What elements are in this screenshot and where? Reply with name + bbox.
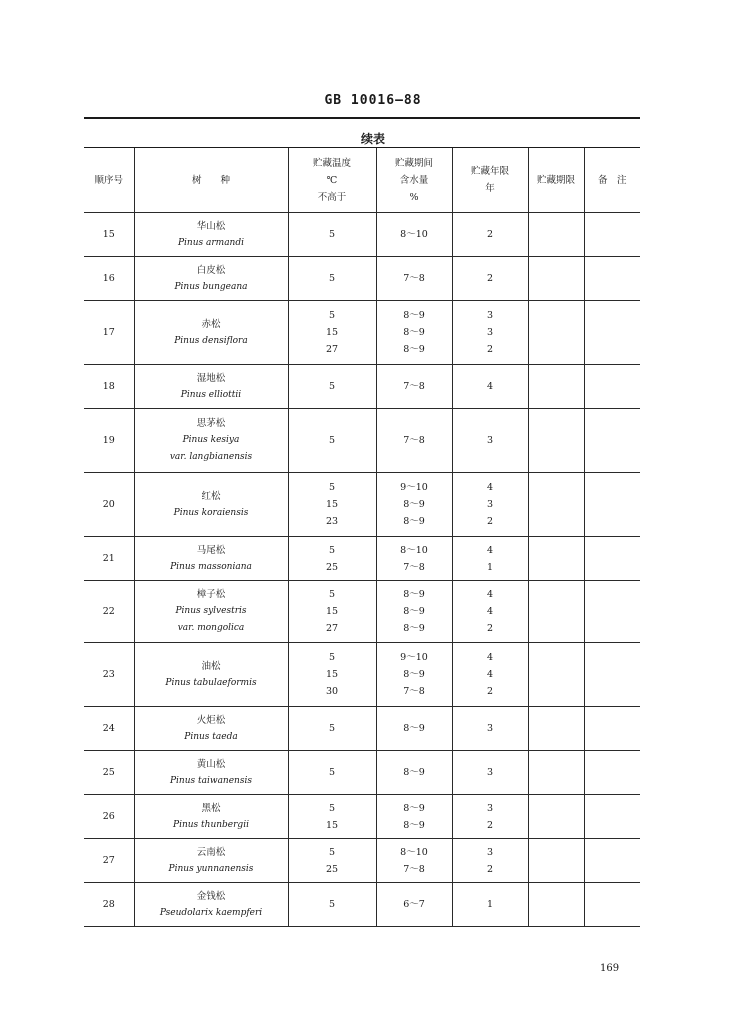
storage-temperature-cell (288, 795, 376, 839)
storage-temperature-value: 15 (325, 606, 339, 617)
species-chinese-name: 赤松 (201, 318, 221, 330)
species-chinese-name: 白皮松 (196, 264, 226, 276)
table-row (84, 473, 640, 537)
moisture-content-value: 8～9 (403, 669, 425, 680)
moisture-content-value: 7～8 (403, 863, 425, 875)
remarks-cell (584, 643, 640, 707)
row-number: 16 (84, 257, 134, 301)
moisture-content-value: 8～9 (403, 819, 425, 831)
species-latin-name: Pinus bungeana (174, 281, 248, 292)
storage-temperature-value: 5 (328, 229, 336, 240)
storage-years-value: 4 (486, 606, 494, 617)
moisture-content-value: 7～8 (403, 435, 425, 446)
table-title: 续表 (360, 132, 385, 146)
moisture-content-cell (376, 643, 452, 707)
species-chinese-name: 黑松 (201, 802, 221, 814)
moisture-content-value: 8～9 (403, 327, 425, 338)
remarks-cell (584, 883, 640, 927)
storage-temperature-cell (288, 839, 376, 883)
table-row (84, 257, 640, 301)
species-cell (134, 707, 288, 751)
moisture-content-cell (376, 409, 452, 473)
species-latin-name: Pinus densiflora (174, 335, 248, 346)
storage-years-cell (452, 301, 528, 365)
storage-temperature-value: 5 (328, 802, 336, 814)
storage-years-value: 2 (486, 623, 494, 634)
species-latin-name: Pinus sylvestris (175, 606, 247, 616)
moisture-content-value: 8～9 (403, 310, 425, 321)
storage-period-cell (528, 795, 584, 839)
storage-years-value: 2 (486, 229, 494, 240)
storage-temperature-value: 5 (328, 435, 336, 446)
moisture-content-value: 8～10 (400, 229, 428, 240)
moisture-content-cell (376, 839, 452, 883)
moisture-content-cell (376, 213, 452, 257)
storage-period-cell (528, 537, 584, 581)
storage-years-value: 4 (486, 669, 494, 680)
storage-temperature-cell (288, 707, 376, 751)
species-latin-name: Pinus taiwanensis (170, 775, 252, 786)
storage-years-value: 1 (486, 899, 494, 910)
storage-years-value: 2 (486, 819, 494, 831)
species-cell (134, 839, 288, 883)
storage-years-value: 3 (486, 327, 494, 338)
storage-years-cell (452, 643, 528, 707)
storage-years-value: 3 (486, 499, 494, 510)
species-cell (134, 473, 288, 537)
header-no: 顺序号 (84, 148, 134, 213)
storage-temperature-value: 23 (325, 516, 339, 527)
storage-temperature-value: 5 (328, 652, 336, 663)
moisture-content-value: 8～9 (403, 499, 425, 510)
moisture-content-cell (376, 537, 452, 581)
moisture-content-value: 8～9 (403, 589, 425, 600)
species-cell (134, 883, 288, 927)
species-latin-name: Pinus thunbergii (173, 819, 249, 830)
species-latin-name: Pinus massoniana (170, 561, 252, 572)
species-chinese-name: 火炬松 (196, 714, 226, 726)
storage-temperature-value: 5 (328, 589, 336, 600)
storage-temperature-value: 25 (325, 863, 339, 875)
storage-temperature-cell (288, 643, 376, 707)
row-number: 21 (84, 537, 134, 581)
table-row (84, 409, 640, 473)
storage-period-cell (528, 213, 584, 257)
storage-years-value: 1 (486, 561, 494, 573)
moisture-content-cell (376, 707, 452, 751)
row-number: 24 (84, 707, 134, 751)
storage-years-value: 4 (486, 482, 494, 493)
storage-years-value: 4 (486, 381, 494, 392)
moisture-content-cell (376, 365, 452, 409)
row-number: 15 (84, 213, 134, 257)
storage-years-cell (452, 839, 528, 883)
storage-years-cell (452, 795, 528, 839)
storage-years-value: 2 (486, 273, 494, 284)
header-moisture: 贮藏期间 含水量 % (376, 148, 452, 213)
storage-years-value: 3 (486, 310, 494, 321)
storage-years-value: 3 (486, 767, 494, 778)
moisture-content-value: 8～9 (403, 516, 425, 527)
storage-temperature-value: 15 (325, 819, 339, 831)
header-years: 贮藏年限 年 (452, 148, 528, 213)
moisture-content-value: 7～8 (403, 273, 425, 284)
storage-years-value: 2 (486, 863, 494, 875)
moisture-content-value: 9～10 (400, 482, 428, 493)
storage-temperature-cell (288, 213, 376, 257)
species-latin-name: Pseudolarix kaempferi (159, 907, 263, 918)
storage-years-value: 2 (486, 686, 494, 697)
species-latin-name: Pinus armandi (177, 237, 244, 248)
storage-period-cell (528, 883, 584, 927)
storage-temperature-value: 15 (325, 327, 339, 338)
moisture-content-cell (376, 795, 452, 839)
storage-temperature-cell (288, 883, 376, 927)
moisture-content-value: 8～10 (400, 544, 428, 556)
table-row (84, 751, 640, 795)
moisture-content-cell (376, 751, 452, 795)
species-cell (134, 581, 288, 643)
storage-years-cell (452, 537, 528, 581)
storage-years-cell (452, 581, 528, 643)
species-chinese-name: 云南松 (196, 846, 226, 858)
storage-years-cell (452, 883, 528, 927)
storage-years-value: 2 (486, 344, 494, 355)
storage-period-cell (528, 581, 584, 643)
species-chinese-name: 金钱松 (196, 890, 226, 902)
moisture-content-cell (376, 883, 452, 927)
remarks-cell (584, 795, 640, 839)
storage-years-value: 3 (486, 846, 494, 858)
species-chinese-name: 华山松 (196, 220, 226, 232)
storage-temperature-value: 5 (328, 482, 336, 493)
row-number: 22 (84, 581, 134, 643)
species-latin-name: Pinus koraiensis (173, 507, 249, 518)
storage-temperature-value: 25 (325, 561, 339, 573)
storage-temperature-value: 5 (328, 767, 336, 778)
species-cell (134, 301, 288, 365)
storage-temperature-cell (288, 473, 376, 537)
storage-temperature-cell (288, 581, 376, 643)
species-cell (134, 257, 288, 301)
moisture-content-value: 7～8 (403, 381, 425, 392)
remarks-cell (584, 301, 640, 365)
storage-years-cell (452, 213, 528, 257)
storage-temperature-value: 15 (325, 669, 339, 680)
remarks-cell (584, 839, 640, 883)
storage-period-cell (528, 409, 584, 473)
moisture-content-value: 7～8 (403, 686, 425, 697)
row-number: 20 (84, 473, 134, 537)
storage-years-cell (452, 751, 528, 795)
remarks-cell (584, 409, 640, 473)
moisture-content-value: 7～8 (403, 561, 425, 573)
species-latin-name: var. langbianensis (169, 452, 253, 462)
moisture-content-value: 8～9 (403, 623, 425, 634)
moisture-content-cell (376, 301, 452, 365)
remarks-cell (584, 213, 640, 257)
header-rule (84, 117, 640, 119)
table-row (84, 537, 640, 581)
storage-years-value: 4 (486, 544, 494, 556)
moisture-content-value: 8～9 (403, 723, 425, 734)
species-chinese-name: 油松 (201, 660, 221, 672)
species-cell (134, 365, 288, 409)
species-chinese-name: 樟子松 (196, 589, 226, 600)
species-latin-name: Pinus taeda (184, 731, 238, 742)
species-cell (134, 537, 288, 581)
table-row (84, 301, 640, 365)
row-number: 23 (84, 643, 134, 707)
table-row (84, 213, 640, 257)
species-latin-name: Pinus kesiya (182, 435, 240, 445)
moisture-content-value: 8～9 (403, 606, 425, 617)
table-row (84, 643, 640, 707)
species-latin-name: Pinus elliottii (180, 389, 242, 400)
storage-years-cell (452, 365, 528, 409)
storage-period-cell (528, 707, 584, 751)
remarks-cell (584, 257, 640, 301)
remarks-cell (584, 751, 640, 795)
moisture-content-cell (376, 257, 452, 301)
species-chinese-name: 黄山松 (196, 758, 226, 770)
remarks-cell (584, 537, 640, 581)
row-number: 26 (84, 795, 134, 839)
species-cell (134, 643, 288, 707)
storage-temperature-cell (288, 537, 376, 581)
species-cell (134, 751, 288, 795)
storage-temperature-cell (288, 365, 376, 409)
moisture-content-value: 9～10 (400, 652, 428, 663)
storage-years-cell (452, 257, 528, 301)
storage-years-value: 4 (486, 652, 494, 663)
storage-years-value: 3 (486, 723, 494, 734)
table-row (84, 795, 640, 839)
storage-period-cell (528, 643, 584, 707)
storage-period-cell (528, 751, 584, 795)
storage-years-value: 3 (486, 802, 494, 814)
row-number: 18 (84, 365, 134, 409)
storage-temperature-value: 5 (328, 381, 336, 392)
species-chinese-name: 马尾松 (196, 544, 226, 556)
storage-period-cell (528, 473, 584, 537)
species-cell (134, 213, 288, 257)
storage-years-value: 3 (486, 435, 494, 446)
storage-temperature-cell (288, 751, 376, 795)
species-latin-name: Pinus yunnanensis (168, 863, 254, 874)
storage-temperature-cell (288, 257, 376, 301)
remarks-cell (584, 365, 640, 409)
moisture-content-value: 8～9 (403, 802, 425, 814)
storage-temperature-cell (288, 409, 376, 473)
remarks-cell (584, 581, 640, 643)
table-row (84, 883, 640, 927)
table-row (84, 365, 640, 409)
storage-period-cell (528, 365, 584, 409)
storage-temperature-value: 27 (325, 344, 339, 355)
storage-temperature-value: 5 (328, 273, 336, 284)
storage-years-value: 4 (486, 589, 494, 600)
storage-years-value: 2 (486, 516, 494, 527)
moisture-content-value: 6～7 (403, 899, 425, 910)
header-species: 树 种 (134, 148, 288, 213)
storage-years-cell (452, 707, 528, 751)
remarks-cell (584, 473, 640, 537)
moisture-content-value: 8～9 (403, 344, 425, 355)
remarks-cell (584, 707, 640, 751)
row-number: 28 (84, 883, 134, 927)
header-temp: 贮藏温度 ℃ 不高于 (288, 148, 376, 213)
table-header-row (84, 148, 640, 213)
seed-storage-table (84, 148, 640, 927)
storage-period-cell (528, 257, 584, 301)
storage-temperature-value: 15 (325, 499, 339, 510)
row-number: 19 (84, 409, 134, 473)
row-number: 25 (84, 751, 134, 795)
species-chinese-name: 湿地松 (196, 372, 226, 384)
row-number: 27 (84, 839, 134, 883)
species-chinese-name: 思茅松 (196, 418, 226, 429)
species-cell (134, 795, 288, 839)
row-number: 17 (84, 301, 134, 365)
storage-temperature-value: 5 (328, 544, 336, 556)
table-body (84, 213, 640, 927)
page-number: 169 (600, 963, 620, 974)
standard-code: GB 10016—88 (324, 93, 422, 108)
table-row (84, 707, 640, 751)
storage-temperature-value: 5 (328, 723, 336, 734)
moisture-content-value: 8～10 (400, 846, 428, 858)
table-row (84, 839, 640, 883)
storage-years-cell (452, 409, 528, 473)
species-cell (134, 409, 288, 473)
storage-period-cell (528, 301, 584, 365)
species-latin-name: Pinus tabulaeformis (165, 677, 257, 688)
header-remarks: 备 注 (584, 148, 640, 213)
moisture-content-value: 8～9 (403, 767, 425, 778)
species-chinese-name: 红松 (201, 490, 221, 502)
storage-period-cell (528, 839, 584, 883)
moisture-content-cell (376, 473, 452, 537)
header-period: 贮藏期限 (528, 148, 584, 213)
storage-temperature-value: 5 (328, 846, 336, 858)
species-latin-name: var. mongolica (177, 623, 245, 633)
moisture-content-cell (376, 581, 452, 643)
storage-temperature-value: 5 (328, 899, 336, 910)
storage-temperature-value: 5 (328, 310, 336, 321)
storage-temperature-value: 30 (325, 686, 339, 697)
storage-temperature-value: 27 (325, 623, 339, 634)
storage-temperature-cell (288, 301, 376, 365)
storage-years-cell (452, 473, 528, 537)
table-row (84, 581, 640, 643)
